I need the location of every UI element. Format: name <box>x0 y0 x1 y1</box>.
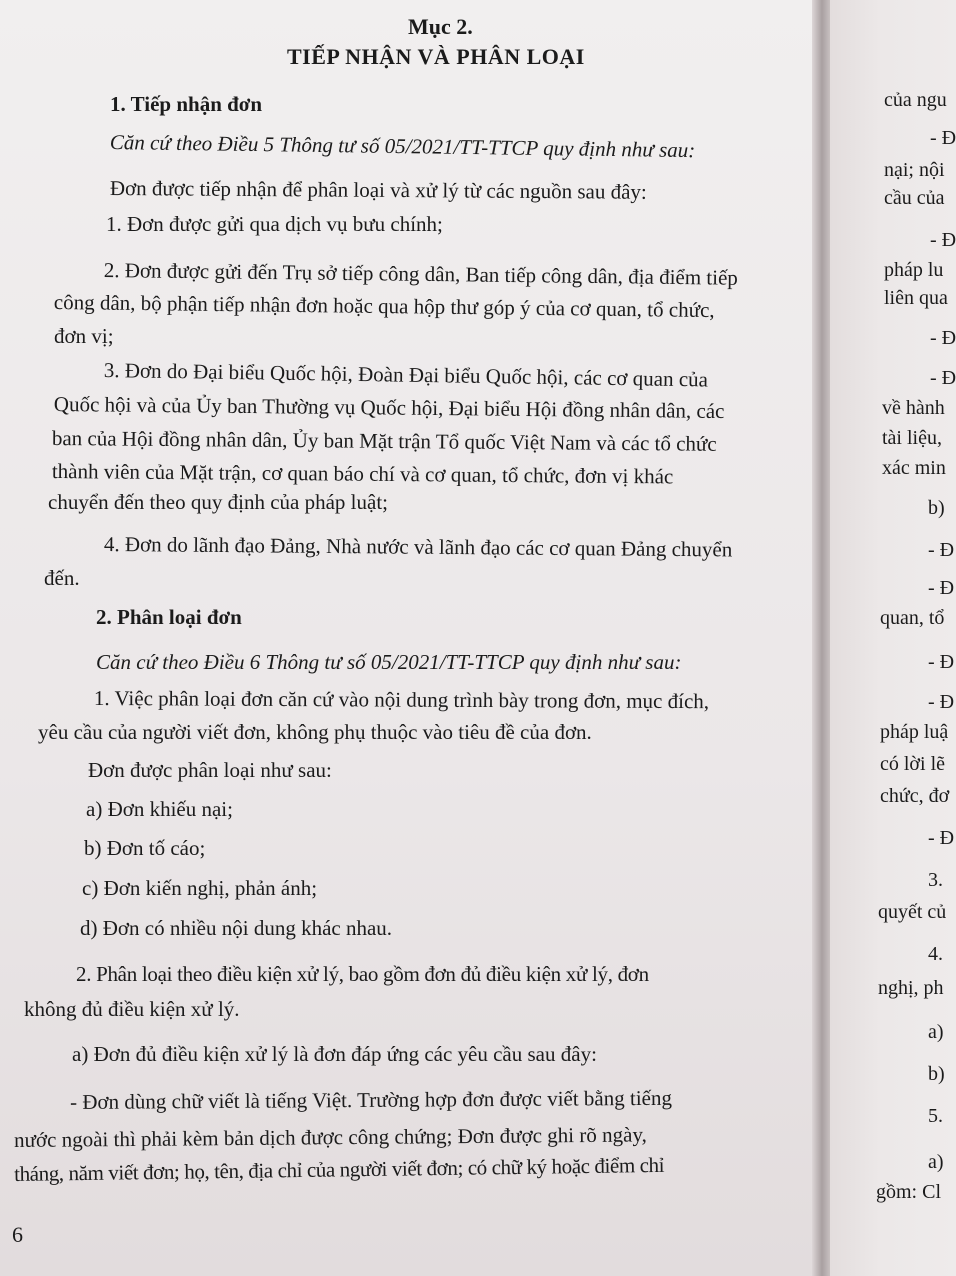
list-item-3-line-1: 3. Đơn do Đại biểu Quốc hội, Đoàn Đại biểu Quốc hội, các cơ quan của <box>103 358 709 392</box>
right-line: - Đ <box>928 691 955 713</box>
heading-receive: 1. Tiếp nhận đơn <box>110 92 263 116</box>
right-line: - Đ <box>928 577 955 599</box>
right-line: a) <box>928 1021 944 1043</box>
clause-2-line-1: 2. Phân loại theo điều kiện xử lý, bao gồm đơn đủ điều kiện xử lý, đơn <box>76 962 649 986</box>
right-line: về hành <box>882 397 945 419</box>
dash-item-line-2: nước ngoài thì phải kèm bản dịch được công chứng; Đơn được ghi rõ ngày, <box>14 1122 647 1152</box>
right-line: xác min <box>882 457 946 479</box>
list-item-4-line-1: 4. Đơn do lãnh đạo Đảng, Nhà nước và lãnh đạo các cơ quan Đảng chuyển <box>103 532 733 562</box>
right-line: gồm: Cl <box>876 1181 942 1203</box>
right-line: 4. <box>928 943 943 965</box>
right-line: pháp luậ <box>880 721 949 743</box>
right-line: nại; nội <box>884 159 945 181</box>
list-item-3-line-4: thành viên của Mặt trận, cơ quan báo chí và cơ quan, tổ chức, đơn vị khác <box>51 459 674 489</box>
list-item-3-line-5: chuyển đến theo quy định của pháp luật; <box>48 490 388 514</box>
section-label: Mục 2. <box>408 14 473 39</box>
page-number: 6 <box>12 1222 23 1247</box>
right-line: nghị, ph <box>878 977 944 999</box>
classification-a: a) Đơn khiếu nại; <box>86 797 233 821</box>
classification-b: b) Đơn tố cáo; <box>84 836 206 860</box>
right-line: b) <box>928 1063 945 1085</box>
right-line: tài liệu, <box>882 427 942 449</box>
right-line: - Đ <box>928 539 955 561</box>
right-line: pháp lu <box>884 259 944 281</box>
clause-2a: a) Đơn đủ điều kiện xử lý là đơn đáp ứng các yêu cầu sau đây: <box>72 1042 597 1066</box>
classification-c: c) Đơn kiến nghị, phản ánh; <box>82 876 318 900</box>
classification-intro: Đơn được phân loại như sau: <box>88 758 332 782</box>
heading-classify: 2. Phân loại đơn <box>96 605 242 629</box>
right-line: b) <box>928 497 945 519</box>
right-line: - Đ <box>930 127 956 149</box>
basis-article-5: Căn cứ theo Điều 5 Thông tư số 05/2021/TT-TTCP quy định như sau: <box>109 130 696 163</box>
right-line: quan, tổ <box>880 607 945 629</box>
right-page-fragment <box>830 0 956 1276</box>
section-title: TIẾP NHẬN VÀ PHÂN LOẠI <box>287 44 585 69</box>
list-item-3-line-2: Quốc hội và của Ủy ban Thường vụ Quốc hội, Đại biểu Hội đồng nhân dân, các <box>53 392 725 424</box>
clause-2-line-2: không đủ điều kiện xử lý. <box>24 997 240 1021</box>
right-line: liên qua <box>884 287 948 309</box>
right-line: 3. <box>928 869 943 891</box>
clause-1-line-2: yêu cầu của người viết đơn, không phụ thuộc vào tiêu đề của đơn. <box>38 720 592 744</box>
dash-item-line-1: - Đơn dùng chữ viết là tiếng Việt. Trường hợp đơn được viết bằng tiếng <box>70 1085 673 1114</box>
right-line: - Đ <box>928 651 955 673</box>
list-item-2-line-2: công dân, bộ phận tiếp nhận đơn hoặc qua hộp thư góp ý của cơ quan, tổ chức, <box>53 290 715 323</box>
list-item-1: 1. Đơn được gửi qua dịch vụ bưu chính; <box>106 212 443 236</box>
right-line: của ngu <box>884 89 947 111</box>
right-line: - Đ <box>930 229 956 251</box>
list-item-2-line-1: 2. Đơn được gửi đến Trụ sở tiếp công dân, Ban tiếp công dân, địa điểm tiếp <box>103 258 739 290</box>
list-item-3-line-3: ban của Hội đồng nhân dân, Ủy ban Mặt trận Tổ quốc Việt Nam và các tổ chức <box>51 426 717 456</box>
right-line: - Đ <box>928 827 955 849</box>
right-line: cầu của <box>884 187 945 209</box>
classification-d: d) Đơn có nhiều nội dung khác nhau. <box>80 916 393 940</box>
right-line: 5. <box>928 1105 943 1127</box>
right-line: - Đ <box>930 327 956 349</box>
right-line: có lời lẽ <box>880 753 945 775</box>
right-line: quyết củ <box>878 901 947 923</box>
list-item-4-line-2: đến. <box>44 566 80 590</box>
clause-1-line-1: 1. Việc phân loại đơn căn cứ vào nội dung trình bày trong đơn, mục đích, <box>93 686 710 714</box>
right-line: a) <box>928 1151 944 1173</box>
dash-item-line-3: tháng, năm viết đơn; họ, tên, địa chỉ của người viết đơn; có chữ ký hoặc điểm chỉ <box>14 1152 665 1186</box>
list-item-2-line-3: đơn vị; <box>54 324 114 348</box>
right-line: chức, đơ <box>880 785 950 807</box>
right-line: - Đ <box>930 367 956 389</box>
paragraph-intro: Đơn được tiếp nhận để phân loại và xử lý từ các nguồn sau đây: <box>109 176 647 204</box>
basis-article-6: Căn cứ theo Điều 6 Thông tư số 05/2021/TT-TTCP quy định như sau: <box>96 650 682 674</box>
